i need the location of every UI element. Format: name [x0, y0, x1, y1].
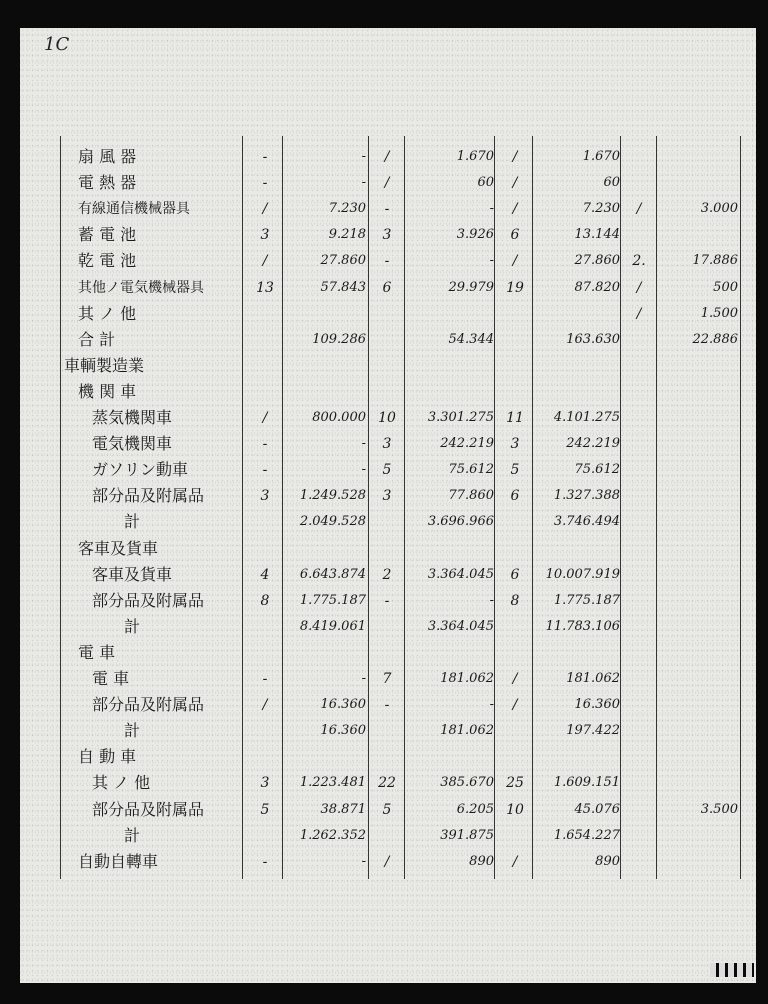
row-label: 計 [124, 825, 141, 845]
cell-c4: 6.205 [456, 801, 494, 817]
table-row [20, 275, 756, 301]
cell-c2: - [361, 462, 366, 478]
cell-c6: 16.360 [574, 697, 620, 713]
cell-c3: 5 [382, 462, 392, 479]
row-label: 自 動 車 [78, 747, 137, 767]
cell-c4: 60 [477, 175, 494, 191]
cell-c7 [622, 379, 656, 405]
table-row [20, 301, 756, 327]
cell-c2 [288, 301, 366, 327]
cell-c2: 16.360 [320, 697, 366, 713]
cell-c8 [660, 823, 738, 849]
cell-c6: 1.775.187 [553, 592, 620, 608]
table-row [20, 405, 756, 431]
cell-c7 [622, 666, 656, 692]
cell-c2: 109.286 [312, 331, 366, 347]
cell-c5: / [512, 697, 518, 714]
cell-c5 [498, 614, 532, 640]
cell-c2: - [361, 853, 366, 869]
cell-c3: / [384, 853, 390, 870]
cell-c3: 22 [378, 775, 396, 792]
cell-c7 [622, 588, 656, 614]
cell-c6: 60 [603, 175, 620, 191]
row-label: 扇 風 器 [78, 147, 137, 166]
cell-c1 [248, 301, 282, 327]
row-label: 有線通信機械器具 [78, 201, 190, 218]
cell-c7 [622, 614, 656, 640]
cell-c8 [660, 144, 738, 170]
cell-c1: 3 [260, 775, 270, 792]
cell-c3: / [384, 175, 390, 192]
cell-c1: 4 [260, 566, 270, 583]
cell-c2: 1.249.528 [299, 488, 366, 504]
cell-c6: 890 [595, 853, 620, 869]
cell-c6: 75.612 [574, 462, 620, 478]
cell-c4: 3.926 [456, 227, 494, 243]
cell-c6: 1.670 [582, 149, 620, 164]
cell-c2: 1.262.352 [299, 827, 366, 843]
cell-c5: 19 [506, 279, 524, 296]
cell-c5 [498, 536, 532, 562]
cell-c4 [408, 744, 494, 770]
cell-c1 [248, 614, 282, 640]
cell-c8 [660, 614, 738, 640]
table-row [20, 562, 756, 588]
cell-c5: 6 [510, 566, 520, 583]
cell-c8: 22.886 [692, 331, 738, 347]
cell-c3: 6 [382, 279, 392, 296]
cell-c4: 3.301.275 [427, 410, 494, 425]
cell-c2: - [361, 175, 366, 191]
cell-c3: / [384, 149, 390, 165]
cell-c2: 38.871 [320, 801, 366, 817]
cell-c1 [248, 509, 282, 535]
row-label: 客車及貨車 [92, 564, 173, 584]
cell-c7 [622, 692, 656, 718]
cell-c4: 29.979 [448, 279, 494, 295]
table-row [20, 666, 756, 692]
cell-c6: 4.101.275 [553, 410, 620, 425]
cell-c8: 3.500 [700, 801, 738, 817]
cell-c4 [408, 353, 494, 379]
cell-c5: 11 [506, 410, 524, 426]
cell-c6: 3.746.494 [553, 514, 620, 530]
row-label: 其他ノ電気機械器具 [78, 279, 204, 296]
table-row [20, 588, 756, 614]
cell-c5 [498, 327, 532, 353]
cell-c8 [660, 170, 738, 196]
table-row [20, 248, 756, 274]
cell-c7 [622, 797, 656, 823]
cell-c5: 6 [510, 488, 520, 505]
cell-c2: 2.049.528 [299, 514, 366, 530]
cell-c7 [622, 431, 656, 457]
cell-c6: 163.630 [566, 331, 620, 347]
cell-c2: - [361, 149, 366, 164]
table-row [20, 483, 756, 509]
cell-c3: - [384, 697, 390, 714]
cell-c6: 10.007.919 [545, 566, 620, 582]
cell-c5: / [512, 253, 518, 270]
cell-c3 [370, 536, 404, 562]
cell-c1: - [262, 671, 268, 687]
cell-c3: - [384, 201, 390, 218]
cell-c7 [622, 536, 656, 562]
cell-c3 [370, 379, 404, 405]
table-row [20, 144, 756, 170]
cell-c4: 890 [469, 853, 494, 869]
table-row [20, 431, 756, 457]
cell-c4 [408, 640, 494, 666]
cell-c2 [288, 640, 366, 666]
cell-c8 [660, 353, 738, 379]
cell-c8: 500 [713, 279, 738, 295]
cell-c6: 45.076 [574, 801, 620, 817]
cell-c8 [660, 744, 738, 770]
cell-c8 [660, 379, 738, 405]
cell-c5: / [512, 671, 518, 687]
cell-c3: 2 [382, 566, 392, 583]
cell-c6: 11.783.106 [545, 618, 620, 634]
cell-c7 [622, 457, 656, 483]
cell-c8 [660, 849, 738, 875]
cell-c3: 5 [382, 801, 392, 818]
cell-c3: 3 [382, 436, 392, 453]
row-label: 電 車 [92, 669, 130, 688]
cell-c8 [660, 562, 738, 588]
cell-c5 [498, 718, 532, 744]
cell-c8 [660, 457, 738, 483]
cell-c2: 1.223.481 [299, 775, 366, 791]
cell-c8 [660, 509, 738, 535]
cell-c2: - [361, 436, 366, 452]
cell-c6: 242.219 [566, 436, 620, 452]
cell-c5: 3 [510, 436, 520, 453]
cell-c5 [498, 379, 532, 405]
row-label: 計 [124, 616, 141, 636]
cell-c6: 87.820 [574, 279, 620, 295]
row-label: 自動自轉車 [78, 851, 159, 871]
table-row [20, 196, 756, 222]
cell-c4: 54.344 [448, 331, 494, 347]
row-label: 部分品及附属品 [92, 799, 205, 819]
cell-c5: / [512, 149, 518, 165]
row-label: 蓄 電 池 [78, 225, 137, 245]
cell-c4: 75.612 [448, 462, 494, 478]
cell-c7: 2. [632, 253, 646, 270]
cell-c4: 77.860 [448, 488, 494, 504]
cell-c3 [370, 718, 404, 744]
cell-c2: 8.419.061 [299, 618, 366, 634]
row-label: 客車及貨車 [78, 538, 159, 558]
cell-c2: 7.230 [328, 201, 366, 217]
cell-c3: 7 [382, 671, 392, 687]
cell-c5 [498, 823, 532, 849]
cell-c3 [370, 614, 404, 640]
row-label: 部分品及附属品 [92, 590, 205, 610]
cell-c5: 6 [510, 227, 520, 244]
cell-c2 [288, 379, 366, 405]
cell-c7: / [636, 201, 642, 218]
cell-c4: 3.696.966 [427, 514, 494, 530]
cell-c3 [370, 301, 404, 327]
cell-c8 [660, 588, 738, 614]
cell-c8 [660, 666, 738, 692]
cell-c6 [534, 640, 620, 666]
cell-c4 [408, 536, 494, 562]
cell-c3: 3 [382, 227, 392, 244]
cell-c6: 7.230 [582, 201, 620, 217]
cell-c1: 8 [260, 592, 270, 609]
table-row [20, 222, 756, 248]
cell-c4: - [489, 201, 494, 217]
row-label: 計 [124, 721, 141, 741]
table-row [20, 353, 756, 379]
cell-c8 [660, 718, 738, 744]
cell-c8 [660, 640, 738, 666]
cell-c4: 181.062 [440, 723, 494, 739]
cell-c1: 13 [256, 279, 274, 296]
cell-c1 [248, 718, 282, 744]
cell-c4: 242.219 [440, 436, 494, 452]
cell-c6: 1.654.227 [553, 827, 620, 843]
cell-c7: / [636, 279, 642, 296]
cell-c4: 391.875 [440, 827, 494, 843]
cell-c1: / [262, 201, 268, 218]
cell-c1: / [262, 697, 268, 714]
cell-c1 [248, 353, 282, 379]
cell-c2: 16.360 [320, 723, 366, 739]
cell-c5: 25 [506, 775, 524, 792]
cell-c1: / [262, 410, 268, 426]
cell-c5: / [512, 175, 518, 192]
cell-c6: 27.860 [574, 253, 620, 269]
table-row [20, 536, 756, 562]
cell-c8: 17.886 [692, 253, 738, 269]
cell-c8 [660, 536, 738, 562]
row-label: 其 ノ 他 [92, 773, 151, 793]
document-page [20, 28, 756, 983]
cell-c3 [370, 327, 404, 353]
table-row [20, 692, 756, 718]
row-label: 部分品及附属品 [92, 695, 205, 715]
cell-c6: 13.144 [574, 227, 620, 243]
cell-c2: 800.000 [312, 410, 366, 425]
cell-c7 [622, 222, 656, 248]
cell-c6: 1.609.151 [553, 775, 620, 791]
cell-c4 [408, 379, 494, 405]
cell-c8 [660, 483, 738, 509]
table-row [20, 379, 756, 405]
cell-c3 [370, 744, 404, 770]
cell-c1: 3 [260, 227, 270, 244]
table-row [20, 823, 756, 849]
cell-c1: - [262, 175, 268, 192]
cell-c7 [622, 353, 656, 379]
cell-c8: 3.000 [700, 201, 738, 217]
cell-c4: 3.364.045 [427, 618, 494, 634]
cell-c6: 181.062 [566, 671, 620, 686]
cell-c3 [370, 823, 404, 849]
cell-c6 [534, 353, 620, 379]
cell-c8: 1.500 [700, 305, 738, 321]
cell-c2: 57.843 [320, 279, 366, 295]
cell-c2: 27.860 [320, 253, 366, 269]
cell-c3 [370, 640, 404, 666]
cell-c7: / [636, 305, 642, 322]
cell-c8 [660, 222, 738, 248]
cell-c6 [534, 379, 620, 405]
cell-c2 [288, 353, 366, 379]
cell-c8 [660, 431, 738, 457]
cell-c3: - [384, 253, 390, 270]
cell-c2 [288, 744, 366, 770]
cell-c5 [498, 509, 532, 535]
cell-c7 [622, 770, 656, 796]
cell-c8 [660, 692, 738, 718]
row-label: 電 熱 器 [78, 173, 137, 193]
cell-c6 [534, 301, 620, 327]
cell-c8 [660, 770, 738, 796]
cell-c5 [498, 744, 532, 770]
cell-c4: 181.062 [440, 671, 494, 686]
cell-c2 [288, 536, 366, 562]
table-row [20, 770, 756, 796]
cell-c5 [498, 301, 532, 327]
row-label: 機 関 車 [78, 381, 137, 401]
cell-c7 [622, 823, 656, 849]
cell-c7 [622, 640, 656, 666]
table-row [20, 797, 756, 823]
cell-c3 [370, 509, 404, 535]
cell-c5: 8 [510, 592, 520, 609]
cell-c1: - [262, 853, 268, 870]
cell-c4: - [489, 697, 494, 713]
cell-c5: 10 [506, 801, 524, 818]
cell-c5 [498, 353, 532, 379]
cell-c1: - [262, 462, 268, 479]
cell-c6 [534, 536, 620, 562]
row-label: 電 車 [78, 642, 116, 662]
cell-c7 [622, 718, 656, 744]
cell-c1 [248, 327, 282, 353]
row-label: 計 [124, 512, 141, 532]
cell-c7 [622, 144, 656, 170]
cell-c4: 385.670 [440, 775, 494, 791]
cell-c1 [248, 379, 282, 405]
table-row [20, 640, 756, 666]
cell-c6: 1.327.388 [553, 488, 620, 504]
scan-edge-mark [710, 963, 754, 977]
cell-c4: 1.670 [456, 149, 494, 164]
cell-c1 [248, 744, 282, 770]
cell-c1 [248, 823, 282, 849]
cell-c4: - [489, 253, 494, 269]
cell-c4: 3.364.045 [427, 566, 494, 582]
cell-c3: - [384, 592, 390, 609]
cell-c7 [622, 562, 656, 588]
cell-c1: - [262, 436, 268, 453]
cell-c3: 3 [382, 488, 392, 505]
cell-c2: - [361, 671, 366, 686]
table-row [20, 744, 756, 770]
cell-c1: - [262, 149, 268, 165]
cell-c1 [248, 640, 282, 666]
cell-c2: 6.643.874 [299, 566, 366, 582]
row-label: 乾 電 池 [78, 251, 137, 271]
cell-c7 [622, 327, 656, 353]
table-row [20, 170, 756, 196]
cell-c6 [534, 744, 620, 770]
cell-c3 [370, 353, 404, 379]
cell-c7 [622, 405, 656, 431]
cell-c5: 5 [510, 462, 520, 479]
row-label: 電気機関車 [92, 434, 173, 454]
row-label: 蒸気機関車 [92, 408, 173, 427]
cell-c2: 9.218 [328, 227, 366, 243]
cell-c5: / [512, 201, 518, 218]
table-row [20, 457, 756, 483]
cell-c1: / [262, 253, 268, 270]
cell-c4: - [489, 592, 494, 608]
page-number: 1C [44, 34, 70, 55]
cell-c7 [622, 170, 656, 196]
table-row [20, 327, 756, 353]
cell-c7 [622, 744, 656, 770]
cell-c1: 3 [260, 488, 270, 505]
table-row [20, 718, 756, 744]
cell-c8 [660, 405, 738, 431]
cell-c7 [622, 509, 656, 535]
table-row [20, 849, 756, 875]
row-label: 合 計 [78, 329, 116, 349]
table-row [20, 509, 756, 535]
cell-c6: 197.422 [566, 723, 620, 739]
cell-c2: 1.775.187 [299, 592, 366, 608]
cell-c1: 5 [260, 801, 270, 818]
cell-c4 [408, 301, 494, 327]
row-label: ガソリン動車 [92, 460, 189, 480]
cell-c7 [622, 483, 656, 509]
cell-c7 [622, 849, 656, 875]
row-label: 部分品及附属品 [92, 486, 205, 506]
cell-c5: / [512, 853, 518, 870]
table-row [20, 614, 756, 640]
row-label: 其 ノ 他 [78, 303, 137, 323]
row-label: 車輌製造業 [64, 355, 145, 375]
cell-c3: 10 [378, 410, 396, 426]
cell-c1 [248, 536, 282, 562]
cell-c5 [498, 640, 532, 666]
